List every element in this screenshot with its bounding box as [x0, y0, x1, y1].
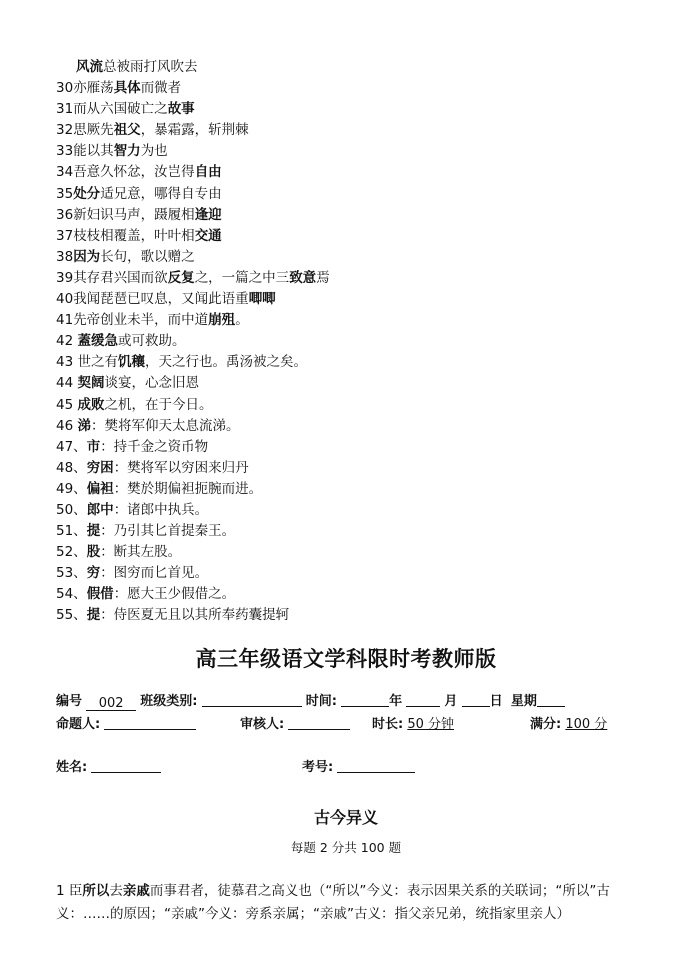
duration-field [372, 713, 454, 732]
list-item [56, 57, 656, 78]
item-number: 37 [56, 227, 74, 244]
key-term: 交通 [194, 227, 222, 244]
key-term: 穷困 [86, 459, 114, 476]
item-text: 。 [235, 312, 249, 329]
list-item [56, 605, 656, 626]
item-number: 41 [56, 312, 74, 329]
student-name-label: 姓名: [56, 760, 88, 775]
item-number: 42 [56, 333, 74, 350]
list-item [56, 500, 656, 521]
item-number: 39 [56, 269, 74, 286]
key-term: 致意 [289, 269, 317, 286]
item-text: ：樊於期偏袒扼腕而进。 [113, 480, 263, 497]
key-term: 具体 [113, 80, 141, 97]
reviewer-label: 审核人: [240, 717, 285, 732]
year-blank [341, 692, 389, 707]
key-term: 逢迎 [194, 206, 222, 223]
item-text: 谈宴，心念旧恩 [104, 375, 199, 392]
meta-row-2 [56, 713, 196, 732]
time-label: 时间: [305, 694, 337, 709]
list-item [56, 352, 656, 373]
item-number: 38 [56, 248, 74, 265]
item-text: ：断其左股。 [100, 544, 182, 561]
key-term: 成败 [77, 396, 105, 413]
key-term: 祖父 [113, 122, 141, 139]
list-item [56, 395, 656, 416]
list-item [56, 563, 656, 584]
key-term: 唧唧 [248, 291, 276, 308]
year-label: 年 [389, 694, 403, 709]
item-text: 而从六国破亡之 [73, 101, 168, 118]
key-term: 股 [86, 544, 101, 561]
question-text: 去 [109, 883, 123, 899]
item-text: 世之有 [73, 354, 118, 371]
vocab-list [56, 57, 656, 627]
key-term: 处分 [73, 185, 101, 202]
list-item [56, 331, 656, 352]
question-text: 而事君者，徒慕君之高义也（“所以”今义：表示因果关系的关联词；“所以”古义：……的原因；“亲戚”今义：旁系亲属；“亲戚”古义：指父亲兄弟，统指家里亲人） [56, 883, 610, 922]
meta-row-1 [56, 690, 565, 711]
weekday-blank [537, 692, 565, 707]
item-text: 之机，在于今日。 [104, 396, 213, 413]
item-text: 焉 [316, 269, 330, 286]
item-text: 为也 [140, 143, 168, 160]
list-item [56, 542, 656, 563]
list-item [56, 247, 656, 268]
key-term: 智力 [113, 143, 141, 160]
key-term: 郎中 [86, 501, 114, 518]
list-item [56, 99, 656, 120]
item-text: ：愿大王少假借之。 [113, 586, 236, 603]
full-score-field [530, 713, 607, 732]
item-number: 44 [56, 375, 74, 392]
list-item [56, 205, 656, 226]
list-item [56, 226, 656, 247]
question-1 [56, 880, 641, 926]
item-number: 49、 [56, 480, 87, 497]
item-text: 吾意久怀忿，汝岂得 [73, 164, 195, 181]
month-blank [406, 692, 440, 707]
item-text: 之，一篇之中三 [194, 269, 290, 286]
setter-label: 命题人: [56, 717, 101, 732]
item-text: 而微者 [140, 80, 182, 97]
item-text: 先帝创业未半，而中道 [73, 312, 209, 329]
item-text: ：樊将军仰天太息流涕。 [90, 417, 240, 434]
class-type-label: 班级类别: [140, 694, 198, 709]
list-item [56, 373, 656, 394]
day-label: 日 [489, 694, 503, 709]
item-text: 新妇识马声，蹑履相 [73, 206, 195, 223]
student-name-field [56, 756, 161, 775]
student-name-blank [91, 758, 161, 773]
list-item [56, 437, 656, 458]
key-term: 所以 [82, 883, 110, 899]
key-term: 反复 [167, 269, 195, 286]
item-number: 34 [56, 164, 74, 181]
duration-value: 50 分钟 [407, 717, 455, 732]
item-text: 其存君兴国而欲 [73, 269, 168, 286]
section-title: 古今异义 [313, 808, 378, 827]
item-number: 45 [56, 396, 74, 413]
exam-number-label: 考号: [302, 760, 334, 775]
list-item [56, 141, 656, 162]
item-text: ：侍医夏无且以其所奉药囊提轲 [100, 607, 290, 624]
exam-number-blank [337, 758, 415, 773]
list-item [56, 479, 656, 500]
key-term: 提 [86, 523, 101, 540]
setter-blank [104, 715, 196, 730]
item-text: ，暴霜露，斩荆棘 [140, 122, 249, 139]
item-text: 亦雁荡 [73, 80, 114, 97]
item-number: 36 [56, 206, 74, 223]
item-text: 长句，歌以赠之 [100, 248, 195, 265]
list-item [56, 458, 656, 479]
item-number: 47、 [56, 438, 87, 455]
key-term: 故事 [167, 101, 195, 118]
weekday-label: 星期 [510, 694, 537, 709]
list-item [56, 521, 656, 542]
item-number: 43 [56, 354, 74, 371]
key-term: 饥穰 [117, 354, 145, 371]
item-text: 总被雨打风吹去 [103, 59, 198, 75]
item-text: 适兄意，哪得自专由 [100, 185, 222, 202]
list-item [56, 289, 656, 310]
item-number: 40 [56, 291, 74, 308]
key-term: 风流 [76, 59, 103, 75]
item-text: 我闻琵琶已叹息，又闻此语重 [73, 291, 249, 308]
list-item [56, 268, 656, 289]
list-item [56, 184, 656, 205]
key-term: 假借 [86, 586, 114, 603]
number-label: 编号 [56, 694, 83, 709]
item-number: 32 [56, 122, 74, 139]
duration-label: 时长: [372, 717, 404, 732]
key-term: 蓋缓急 [77, 333, 118, 350]
item-text: ：持千金之资币物 [100, 438, 209, 455]
item-number: 48、 [56, 459, 87, 476]
number-value: 002 [86, 696, 136, 711]
month-label: 月 [444, 694, 458, 709]
item-text: ：诸郎中执兵。 [113, 501, 209, 518]
item-text: ：樊将军以穷困来归丹 [113, 459, 249, 476]
reviewer-blank [288, 715, 350, 730]
list-item [56, 120, 656, 141]
list-item [56, 162, 656, 183]
key-term: 自由 [194, 164, 222, 181]
item-number: 35 [56, 185, 74, 202]
key-term: 亲戚 [122, 883, 150, 899]
item-number: 51、 [56, 523, 87, 540]
item-number: 33 [56, 143, 74, 160]
item-text: 思厥先 [73, 122, 114, 139]
list-item [56, 78, 656, 99]
section-subtitle: 每题 2 分共 100 题 [290, 840, 402, 855]
item-text: ，天之行也。禹汤被之矣。 [144, 354, 307, 371]
item-number: 31 [56, 101, 74, 118]
list-item [56, 310, 656, 331]
item-number: 50、 [56, 501, 87, 518]
key-term: 穷 [86, 565, 101, 582]
item-number: 53、 [56, 565, 87, 582]
key-term: 因为 [73, 248, 101, 265]
item-number: 46 [56, 417, 74, 434]
key-term: 契阔 [77, 375, 105, 392]
exam-title: 高三年级语文学科限时考教师版 [195, 647, 497, 671]
list-item [56, 584, 656, 605]
item-number: 55、 [56, 607, 87, 624]
item-text: 能以其 [73, 143, 114, 160]
key-term: 市 [86, 438, 101, 455]
item-text: 枝枝相覆盖，叶叶相 [73, 227, 195, 244]
key-term: 偏袒 [86, 480, 114, 497]
full-score-label: 满分: [530, 717, 562, 732]
key-term: 提 [86, 607, 101, 624]
list-item [56, 416, 656, 437]
question-text: 1 臣 [56, 883, 83, 899]
item-number: 30 [56, 80, 74, 97]
reviewer-field [240, 713, 350, 732]
day-blank [462, 692, 490, 707]
key-term: 崩殂 [208, 312, 236, 329]
exam-number-field [302, 756, 415, 775]
item-text: ：图穷而匕首见。 [100, 565, 209, 582]
item-text: 或可救助。 [117, 333, 186, 350]
item-number: 52、 [56, 544, 87, 561]
class-type-blank [202, 692, 302, 707]
key-term: 涕 [77, 417, 91, 434]
item-text: ：乃引其匕首提秦王。 [100, 523, 236, 540]
full-score-value: 100 分 [565, 717, 608, 732]
item-number: 54、 [56, 586, 87, 603]
